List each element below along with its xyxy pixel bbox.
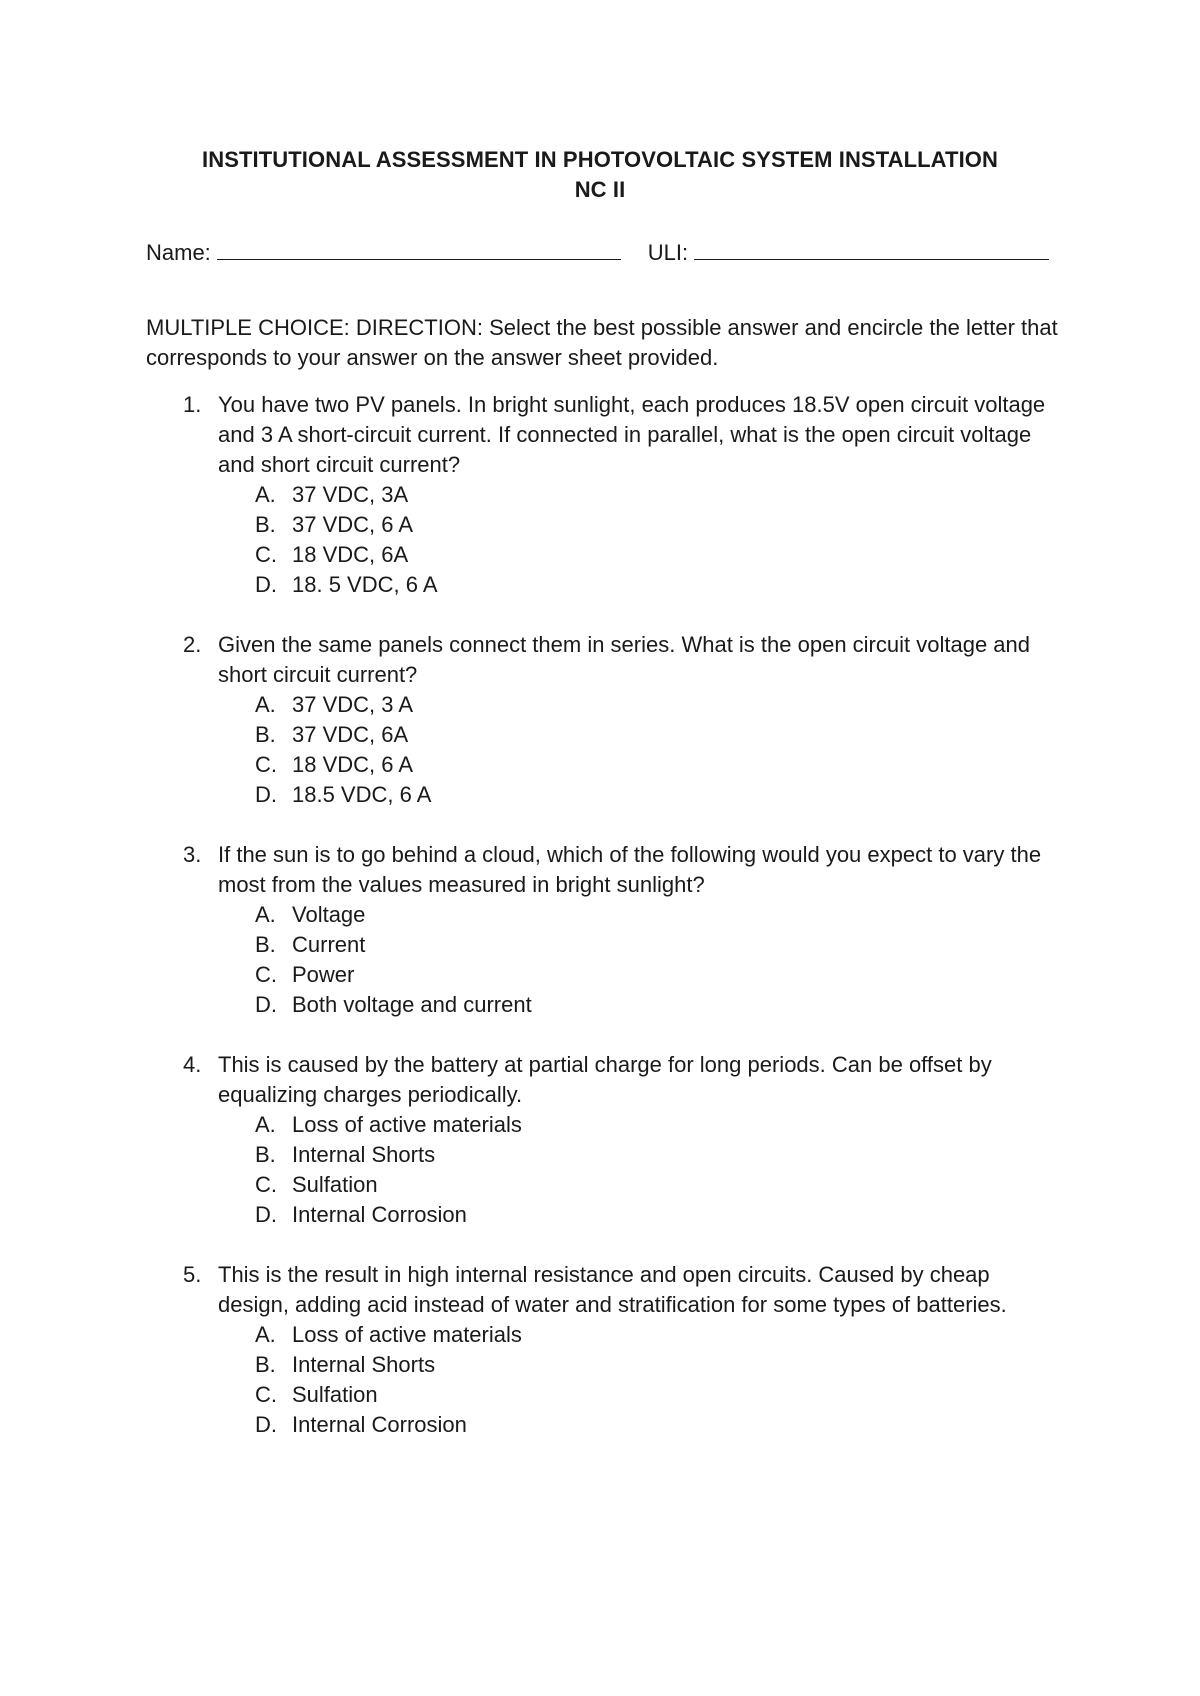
- document-subtitle: NC II: [574, 177, 626, 202]
- question-text: You have two PV panels. In bright sunlight, each produces 18.5V open circuit voltage and 3 A short-circuit current. If connected in parallel, what is the open circuit voltage and short circuit current?: [218, 392, 1046, 477]
- option-text: Internal Corrosion: [292, 1412, 467, 1437]
- option-letter[interactable]: D.: [255, 992, 277, 1017]
- option-item[interactable]: [255, 990, 1066, 1020]
- directions-text: MULTIPLE CHOICE: DIRECTION: Select the best possible answer and encircle the letter that corresponds to your answer on the answer sheet provided.: [146, 315, 1058, 370]
- option-letter[interactable]: C.: [255, 962, 277, 987]
- option-letter[interactable]: A.: [255, 902, 276, 927]
- option-text: Internal Corrosion: [292, 1202, 467, 1227]
- option-text: Loss of active materials: [292, 1112, 522, 1137]
- option-text: Voltage: [292, 902, 366, 927]
- option-text: 37 VDC, 3A: [292, 482, 409, 507]
- option-list: [218, 480, 1066, 600]
- option-item[interactable]: [255, 540, 1066, 570]
- option-list: [218, 1320, 1066, 1440]
- option-letter[interactable]: C.: [255, 1172, 277, 1197]
- option-item[interactable]: [255, 510, 1066, 540]
- option-item[interactable]: [255, 930, 1066, 960]
- option-item[interactable]: [255, 1140, 1066, 1170]
- option-letter[interactable]: B.: [255, 1352, 276, 1377]
- option-text: 37 VDC, 3 A: [292, 692, 414, 717]
- option-text: Both voltage and current: [292, 992, 532, 1017]
- question-list: [146, 390, 1066, 1470]
- name-label: Name:: [146, 240, 211, 265]
- option-text: 18 VDC, 6A: [292, 542, 409, 567]
- option-item[interactable]: [255, 780, 1066, 810]
- option-text: Sulfation: [292, 1382, 378, 1407]
- option-text: Power: [292, 962, 355, 987]
- document-title: INSTITUTIONAL ASSESSMENT IN PHOTOVOLTAIC SYSTEM INSTALLATION: [202, 147, 998, 172]
- option-item[interactable]: [255, 1410, 1066, 1440]
- option-letter[interactable]: B.: [255, 512, 276, 537]
- option-item[interactable]: [255, 750, 1066, 780]
- option-text: Loss of active materials: [292, 1322, 522, 1347]
- question-number: 2.: [183, 632, 202, 657]
- option-letter[interactable]: B.: [255, 1142, 276, 1167]
- option-text: Current: [292, 932, 366, 957]
- question-text: This is the result in high internal resistance and open circuits. Caused by cheap design, adding acid instead of water and stratification for some types of batteries.: [218, 1262, 1007, 1317]
- question-item: [146, 630, 1066, 810]
- option-letter[interactable]: C.: [255, 1382, 277, 1407]
- option-text: 18. 5 VDC, 6 A: [292, 572, 438, 597]
- question-item: [146, 1050, 1066, 1230]
- option-letter[interactable]: A.: [255, 1112, 276, 1137]
- option-list: [218, 1110, 1066, 1230]
- name-blank[interactable]: [217, 239, 621, 260]
- option-letter[interactable]: B.: [255, 722, 276, 747]
- option-item[interactable]: [255, 570, 1066, 600]
- option-letter[interactable]: D.: [255, 782, 277, 807]
- option-item[interactable]: [255, 480, 1066, 510]
- question-item: [146, 840, 1066, 1020]
- option-text: 37 VDC, 6A: [292, 722, 409, 747]
- question-item: [146, 1260, 1066, 1440]
- question-number: 5.: [183, 1262, 202, 1287]
- option-item[interactable]: [255, 1170, 1066, 1200]
- option-letter[interactable]: D.: [255, 572, 277, 597]
- identification-fields: [146, 238, 1049, 268]
- option-text: Internal Shorts: [292, 1142, 436, 1167]
- option-letter[interactable]: D.: [255, 1412, 277, 1437]
- option-item[interactable]: [255, 1110, 1066, 1140]
- question-number: 1.: [183, 392, 202, 417]
- option-letter[interactable]: A.: [255, 482, 276, 507]
- uli-blank[interactable]: [694, 239, 1049, 260]
- uli-label: ULI:: [647, 240, 689, 265]
- question-text: This is caused by the battery at partial charge for long periods. Can be offset by equalizing charges periodically.: [218, 1052, 992, 1107]
- option-letter[interactable]: B.: [255, 932, 276, 957]
- option-letter[interactable]: A.: [255, 1322, 276, 1347]
- option-item[interactable]: [255, 960, 1066, 990]
- question-item: [146, 390, 1066, 600]
- option-item[interactable]: [255, 720, 1066, 750]
- option-item[interactable]: [255, 900, 1066, 930]
- option-text: Internal Shorts: [292, 1352, 436, 1377]
- option-list: [218, 900, 1066, 1020]
- question-number: 3.: [183, 842, 202, 867]
- question-number: 4.: [183, 1052, 202, 1077]
- option-item[interactable]: [255, 1200, 1066, 1230]
- option-text: 18.5 VDC, 6 A: [292, 782, 432, 807]
- option-text: Sulfation: [292, 1172, 378, 1197]
- option-text: 18 VDC, 6 A: [292, 752, 414, 777]
- option-item[interactable]: [255, 1380, 1066, 1410]
- option-text: 37 VDC, 6 A: [292, 512, 414, 537]
- question-text: Given the same panels connect them in series. What is the open circuit voltage and short circuit current?: [218, 632, 1030, 687]
- option-letter[interactable]: C.: [255, 542, 277, 567]
- option-letter[interactable]: D.: [255, 1202, 277, 1227]
- option-item[interactable]: [255, 690, 1066, 720]
- question-text: If the sun is to go behind a cloud, which of the following would you expect to vary the most from the values measured in bright sunlight?: [218, 842, 1042, 897]
- option-letter[interactable]: A.: [255, 692, 276, 717]
- option-item[interactable]: [255, 1350, 1066, 1380]
- option-letter[interactable]: C.: [255, 752, 277, 777]
- option-list: [218, 690, 1066, 810]
- option-item[interactable]: [255, 1320, 1066, 1350]
